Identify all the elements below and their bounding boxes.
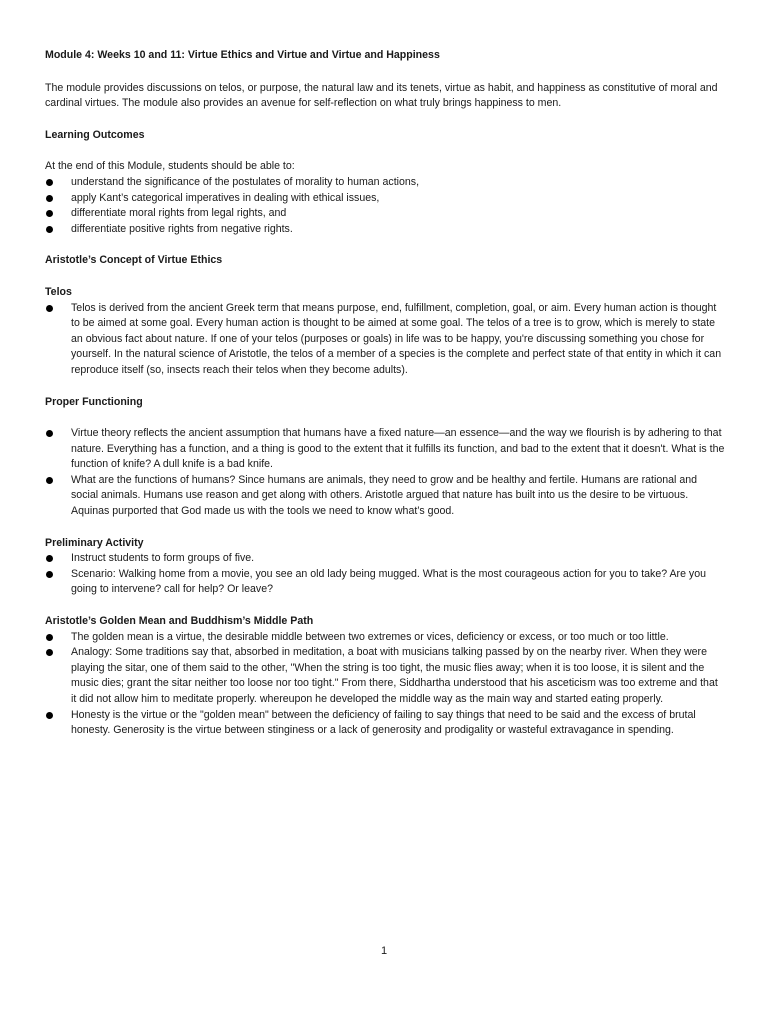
list-item-text: Virtue theory reflects the ancient assumption that humans have a fixed nature—an essence—and the way we flourish is by adhering to that nature. Everything has a function, and a thing is good to the extent that it fulfills its function, and bad to the extent that it doesn't. What is the function of knife? A dull knife is a bad knife. <box>71 427 725 471</box>
bullet-icon <box>46 226 53 233</box>
list-item <box>45 222 725 238</box>
list-item-text: Analogy: Some traditions say that, absorbed in meditation, a boat with musicians talking passed by on the nearby river. When they were playing the sitar, one of them said to the other, "When the string is too tight, the music flies away; when it is too loose, it is silent and the music dies; grant the sitar neither too loose nor too tight." From there, Siddhartha understood that his asceticism was too extreme and that it did not allow him to meditate properly. whereupon he developed the middle way as the main way and started eating properly. <box>71 646 718 705</box>
bullet-icon <box>46 712 53 719</box>
learning-outcomes-heading: Learning Outcomes <box>45 128 145 141</box>
bullet-icon <box>46 430 53 437</box>
list-item-text: understand the significance of the postulates of morality to human actions, <box>71 175 420 188</box>
list-item <box>45 708 725 739</box>
telos-heading: Telos <box>45 285 72 298</box>
learning-outcomes-lead: At the end of this Module, students should be able to: <box>45 160 295 173</box>
list-item <box>45 645 725 707</box>
bullet-icon <box>46 649 53 656</box>
list-item-text: differentiate moral rights from legal rights, and <box>71 207 287 220</box>
page-number: 1 <box>380 945 388 957</box>
preliminary-activity-list <box>45 551 725 598</box>
list-item <box>45 426 725 473</box>
bullet-icon <box>46 195 53 202</box>
bullet-icon <box>46 210 53 217</box>
list-item-text: Honesty is the virtue or the "golden mean" between the deficiency of failing to say things that need to be said and the excess of brutal honesty. Generosity is the virtue between stinginess or a lack of generosity and prodigality or wasteful extravagance in spending. <box>71 708 696 737</box>
list-item-text: What are the functions of humans? Since humans are animals, they need to grow and be healthy and fertile. Humans are rational and social animals. Humans use reason and get along with others. Aristotle argued that nature has built into us the desire to be virtuous. Aquinas purported that God made us with the tools we need to know what’s good. <box>71 473 697 518</box>
list-item <box>45 191 725 207</box>
list-item <box>45 567 725 598</box>
golden-mean-list <box>45 630 725 739</box>
bullet-icon <box>46 555 53 562</box>
learning-outcomes-list <box>45 175 725 237</box>
list-item-text: differentiate positive rights from negative rights. <box>71 222 293 235</box>
list-item <box>45 175 725 191</box>
bullet-icon <box>46 305 53 312</box>
list-item-text: Scenario: Walking home from a movie, you see an old lady being mugged. What is the most courageous action for you to take? Are you going to intervene? call for help? Or leave? <box>71 567 706 596</box>
list-item <box>45 206 725 222</box>
list-item <box>45 551 725 567</box>
golden-mean-heading: Aristotle’s Golden Mean and Buddhism’s Middle Path <box>45 615 314 628</box>
aristotle-virtue-ethics-heading: Aristotle’s Concept of Virtue Ethics <box>45 254 223 267</box>
bullet-icon <box>46 179 53 186</box>
module-intro: The module provides discussions on telos, or purpose, the natural law and its tenets, virtue as habit, and happiness as constitutive of moral and cardinal virtues. The module also provides an avenue for self-reflection on what truly brings happiness to men. <box>45 81 718 110</box>
proper-functioning-heading: Proper Functioning <box>45 395 143 408</box>
list-item-text: apply Kant’s categorical imperatives in dealing with ethical issues, <box>71 191 380 204</box>
telos-list <box>45 301 725 379</box>
module-title: Module 4: Weeks 10 and 11: Virtue Ethics and Virtue and Virtue and Happiness <box>45 49 440 61</box>
proper-functioning-list <box>45 426 725 520</box>
preliminary-activity-heading: Preliminary Activity <box>45 536 144 549</box>
list-item <box>45 473 725 520</box>
list-item <box>45 301 725 379</box>
list-item-text: The golden mean is a virtue, the desirable middle between two extremes or vices, deficiency or excess, or too much or too little. <box>71 630 669 643</box>
list-item-text: Instruct students to form groups of five. <box>71 552 255 565</box>
list-item <box>45 630 725 646</box>
list-item-text: Telos is derived from the ancient Greek term that means purpose, end, fulfillment, completion, goal, or aim. Every human action is thought to be aimed at some goal. Every human action is thought to be aimed at some goal. The telos of a tree is to grow, which is merely to state an obvious fact about nature. If one of your telos (purposes or goals) in life was to be happy, you're discussing something you chose for yourself. In the natural science of Aristotle, the telos of a member of a species is the complete and perfect state of that entity in which it can reproduce itself (so, insects reach their telos when they become adults). <box>71 301 722 376</box>
bullet-icon <box>46 634 53 641</box>
document-page <box>45 48 725 755</box>
bullet-icon <box>46 477 53 484</box>
bullet-icon <box>46 571 53 578</box>
